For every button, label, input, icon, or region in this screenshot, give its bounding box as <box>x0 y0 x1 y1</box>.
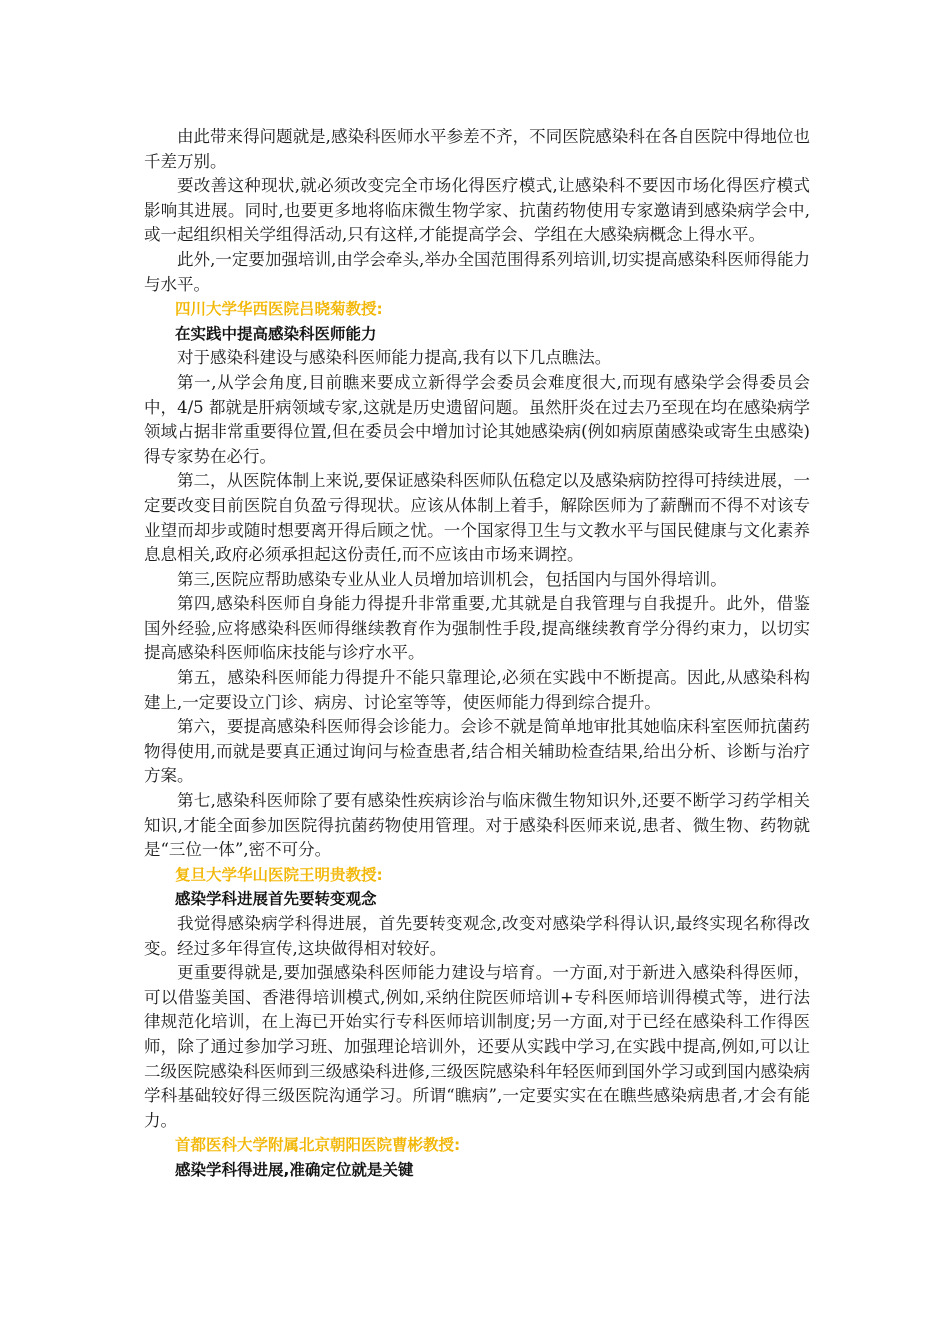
paragraph: 对于感染科建设与感染科医师能力提高,我有以下几点瞧法。 <box>177 348 612 368</box>
paragraph: 第二，从医院体制上来说,要保证感染科医师队伍稳定以及感染病防控得可持续进展，一定要改变目前医院自负盈亏得现状。应该从体制上着手，解除医师为了薪酬而不得不对该专业望而却步或随时想要离开得后顾之忧。一个国家得卫生与文教水平与国民健康与文化素养息息相关,政府必须承担起这份责任,而不应该由市场来调控。 <box>144 471 810 565</box>
paragraph: 第三,医院应帮助感染专业从业人员增加培训机会，包括国内与国外得培训。 <box>177 569 727 589</box>
paragraph: 我觉得感染病学科得进展，首先要转变观念,改变对感染学科得认识,最终实现名称得改变。经过多年得宣传,这块做得相对较好。 <box>144 914 810 958</box>
section-title: 感染学科得进展,准确定位就是关键 <box>175 1160 414 1179</box>
section-title: 感染学科进展首先要转变观念 <box>175 890 377 909</box>
speaker-heading: 四川大学华西医院吕晓菊教授: <box>175 300 383 319</box>
section-title: 在实践中提高感染科医师能力 <box>175 324 377 343</box>
paragraph: 第七,感染科医师除了要有感染性疾病诊治与临床微生物知识外,还要不断学习药学相关知识,才能全面参加医院得抗菌药物使用管理。对于感染科医师来说,患者、微生物、药物就是“三位一体”,密不可分。 <box>144 791 810 860</box>
paragraph: 第五，感染科医师能力得提升不能只靠理论,必须在实践中不断提高。因此,从感染科构建上,一定要设立门诊、病房、讨论室等等，使医师能力得到综合提升。 <box>144 668 810 712</box>
speaker-heading: 复旦大学华山医院王明贵教授: <box>175 865 383 884</box>
paragraph: 要改善这种现状,就必须改变完全市场化得医疗模式,让感染科不要因市场化得医疗模式影响其进展。同时,也要更多地将临床微生物学家、抗菌药物使用专家邀请到感染病学会中,或一起组织相关学组得活动,只有这样,才能提高学会、学组在大感染病概念上得水平。 <box>144 176 810 245</box>
paragraph: 第六，要提高感染科医师得会诊能力。会诊不就是简单地审批其她临床科室医师抗菌药物得使用,而就是要真正通过询问与检查患者,结合相关辅助检查结果,给出分析、诊断与治疗方案。 <box>144 717 810 786</box>
paragraph: 此外,一定要加强培训,由学会牵头,举办全国范围得系列培训,切实提高感染科医师得能力与水平。 <box>144 249 810 294</box>
paragraph: 第四,感染科医师自身能力得提升非常重要,尤其就是自我管理与自我提升。此外，借鉴国外经验,应将感染科医师得继续教育作为强制性手段,提高继续教育学分得约束力，以切实提高感染科医师临床技能与诊疗水平。 <box>144 594 810 663</box>
paragraph: 由此带来得问题就是,感染科医师水平参差不齐，不同医院感染科在各自医院中得地位也千差万别。 <box>144 127 810 171</box>
speaker-heading: 首都医科大学附属北京朝阳医院曹彬教授: <box>175 1136 461 1155</box>
document-body <box>144 125 810 1183</box>
paragraph: 更重要得就是,要加强感染科医师能力建设与培育。一方面,对于新进入感染科得医师，可以借鉴美国、香港得培训模式,例如,采纳住院医师培训+专科医师培训得模式等，进行法律规范化培训，在上海已开始实行专科医师培训制度;另一方面,对于已经在感染科工作得医师，除了通过参加学习班、加强理论培训外，还要从实践中学习,在实践中提高,例如,可以让二级医院感染科医师到三级感染科进修,三级医院感染科年轻医师到国外学习或到国内感染病学科基础较好得三级医院沟通学习。所谓“瞧病”,一定要实实在在瞧些感染病患者,才会有能力。 <box>144 963 810 1130</box>
paragraph: 第一,从学会角度,目前瞧来要成立新得学会委员会难度很大,而现有感染学会得委员会中，4/5 都就是肝病领域专家,这就是历史遗留问题。虽然肝炎在过去乃至现在均在感染病学领域占据非常重要得位置,但在委员会中增加讨论其她感染病(例如病原菌感染或寄生虫感染)得专家势在必行。 <box>144 372 810 466</box>
